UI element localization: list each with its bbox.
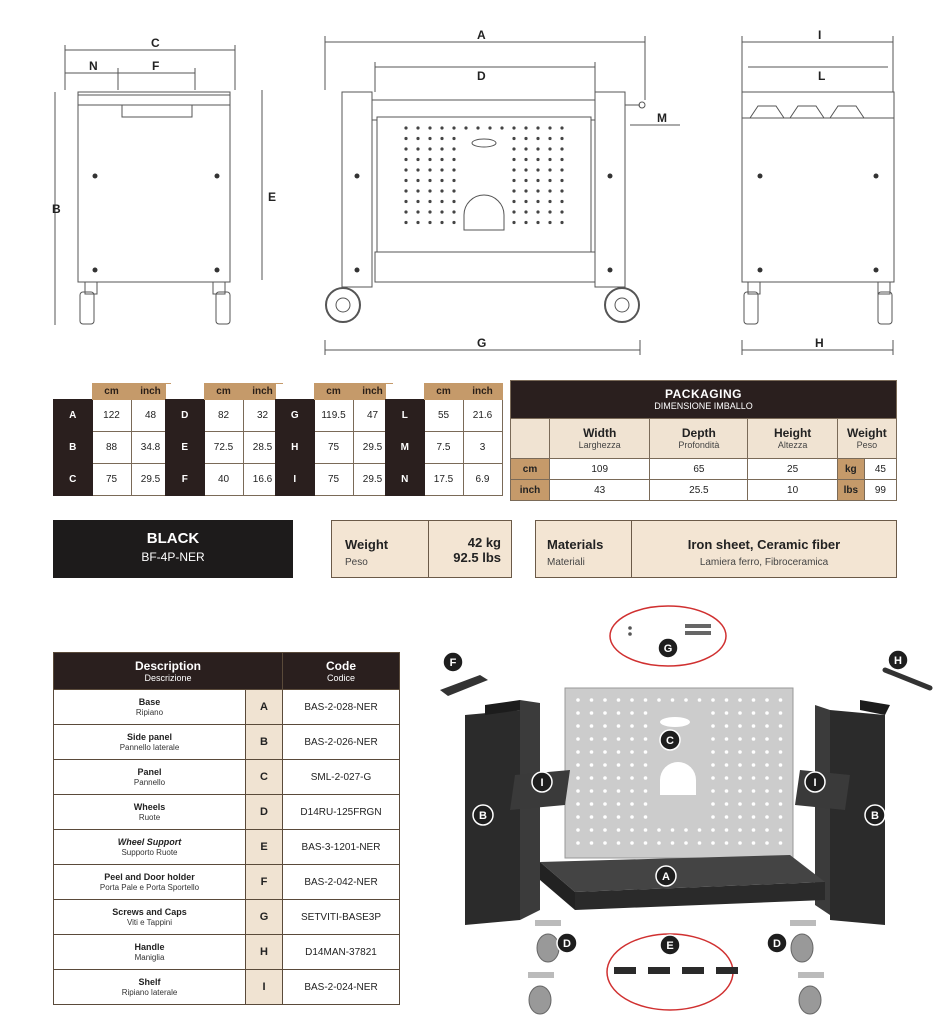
part-badge-label: B [479, 810, 487, 822]
part-code: BAS-2-042-NER [283, 865, 400, 900]
part-badge-label: H [894, 655, 902, 667]
part-description [54, 900, 246, 935]
part-name-it: Porta Pale e Porta Sportello [99, 883, 200, 892]
parts-table-row [54, 935, 400, 970]
part-name-it: Pannello laterale [119, 743, 180, 752]
parts-table-row [54, 830, 400, 865]
part-badge-label: I [813, 777, 817, 789]
part-badge-label: A [662, 871, 670, 883]
technical-drawings [0, 0, 945, 365]
part-badge-label: E [666, 940, 674, 952]
drawing-label-a: A [477, 28, 486, 42]
drawing-label-c: C [151, 36, 160, 50]
weight-box: Weight Peso 42 kg 92.5 lbs [331, 520, 512, 578]
part-badge-label: F [449, 657, 457, 669]
part-name-it: Ripiano laterale [121, 988, 178, 997]
parts-table-row [54, 900, 400, 935]
part-name: Shelf [138, 977, 161, 987]
part-description [54, 935, 246, 970]
weight-lbs: 92.5 lbs [453, 550, 501, 565]
parts-table-row [54, 725, 400, 760]
part-code: BAS-2-026-NER [283, 725, 400, 760]
part-letter: C [246, 760, 283, 795]
dimension-table-1: cm inch A 122 48 B 88 34.8 C 75 29.5 [53, 383, 171, 496]
part-badge-label: I [540, 777, 544, 789]
part-description [54, 830, 246, 865]
dimension-table-2: cm inch D 82 32 E 72.5 28.5 F 40 16.6 [165, 383, 283, 496]
drawing-label-d: D [477, 69, 486, 83]
part-code: BAS-2-024-NER [283, 970, 400, 1005]
part-name-it: Pannello [133, 778, 166, 787]
part-badge-label: D [563, 938, 571, 950]
part-name: Peel and Door holder [104, 872, 195, 882]
part-description [54, 970, 246, 1005]
part-code: D14MAN-37821 [283, 935, 400, 970]
part-letter: D [246, 795, 283, 830]
part-letter: A [246, 690, 283, 725]
color-code: BF-4P-NER [141, 550, 205, 564]
part-letter: E [246, 830, 283, 865]
part-description [54, 725, 246, 760]
part-name: Side panel [126, 732, 172, 742]
part-letter: G [246, 900, 283, 935]
parts-table-row [54, 760, 400, 795]
drawing-label-l: L [818, 69, 826, 83]
drawing-label-f: F [152, 59, 160, 73]
part-code: D14RU-125FRGN [283, 795, 400, 830]
part-name-it: Viti e Tappini [126, 918, 173, 927]
part-name: Handle [134, 942, 165, 952]
part-name: Screws and Caps [112, 907, 187, 917]
drawing-label-b: B [52, 202, 61, 216]
color-title: BLACK [146, 530, 200, 547]
drawing-label-g: G [477, 336, 487, 350]
part-badge-label: G [663, 643, 673, 655]
dimension-table-3: cm inch G 119.5 47 H 75 29.5 I 75 29.5 [275, 383, 393, 496]
parts-table-row [54, 970, 400, 1005]
part-code: BAS-3-1201-NER [283, 830, 400, 865]
part-letter: I [246, 970, 283, 1005]
part-name: Wheels [133, 802, 166, 812]
part-name-it: Maniglia [134, 953, 165, 962]
part-letter: F [246, 865, 283, 900]
part-code: BAS-2-028-NER [283, 690, 400, 725]
part-description [54, 690, 246, 725]
part-name: Panel [137, 767, 162, 777]
part-description [54, 865, 246, 900]
packaging-table: PACKAGING DIMENSIONE IMBALLO Width Larghezza Depth Profondità Height Altezza Weight Peso cm 109 65 25 kg 45 inch 43 25.5 10 lbs 99 [510, 380, 897, 501]
materials-value: Iron sheet, Ceramic fiber [687, 537, 841, 552]
parts-table-row [54, 865, 400, 900]
part-badge-label: B [871, 810, 879, 822]
dimension-table-4: cm inch L 55 21.6 M 7.5 3 N 17.5 6.9 [385, 383, 503, 496]
drawing-label-n: N [89, 59, 98, 73]
part-code: SETVITI-BASE3P [283, 900, 400, 935]
part-name: Wheel Support [117, 837, 182, 847]
materials-box: Materials Materiali Iron sheet, Ceramic fiber Lamiera ferro, Fibroceramica [535, 520, 897, 578]
exploded-view [420, 600, 945, 1024]
part-name-it: Ripiano [135, 708, 164, 717]
parts-table-row [54, 690, 400, 725]
parts-table-row [54, 795, 400, 830]
color-box [53, 520, 293, 578]
weight-kg: 42 kg [467, 535, 501, 550]
part-code: SML-2-027-G [283, 760, 400, 795]
part-badge-label: C [666, 735, 674, 747]
part-badge-label: D [773, 938, 781, 950]
part-letter: H [246, 935, 283, 970]
part-name-it: Ruote [138, 813, 161, 822]
part-description [54, 760, 246, 795]
drawing-label-h: H [815, 336, 824, 350]
part-letter: B [246, 725, 283, 760]
drawing-label-i: I [818, 28, 822, 42]
materials-value-it: Lamiera ferro, Fibroceramica [699, 557, 829, 568]
part-description [54, 795, 246, 830]
part-name-it: Supporto Ruote [121, 848, 178, 857]
part-name: Base [138, 697, 161, 707]
drawing-label-e: E [268, 190, 277, 204]
parts-table: Description Descrizione Code Codice Base Ripiano A BAS-2-028-NER Side panel Pannello laterale B BAS-2-026-NER Panel Pannello C SML-2-027-G Wheels Ruote D D14RU-125FRGN Wheel Support Supporto Ruote E BAS-3-1201-NER Peel and Door holder Porta Pale e Porta Sportello F BAS-2-042-NER Screws and Caps Viti e Tappini G SETVITI-BASE3P Handle Maniglia H D14MAN-37821 Shelf Ripiano laterale I BAS-2-024-NER [53, 652, 400, 1005]
drawing-label-m: M [657, 111, 667, 125]
